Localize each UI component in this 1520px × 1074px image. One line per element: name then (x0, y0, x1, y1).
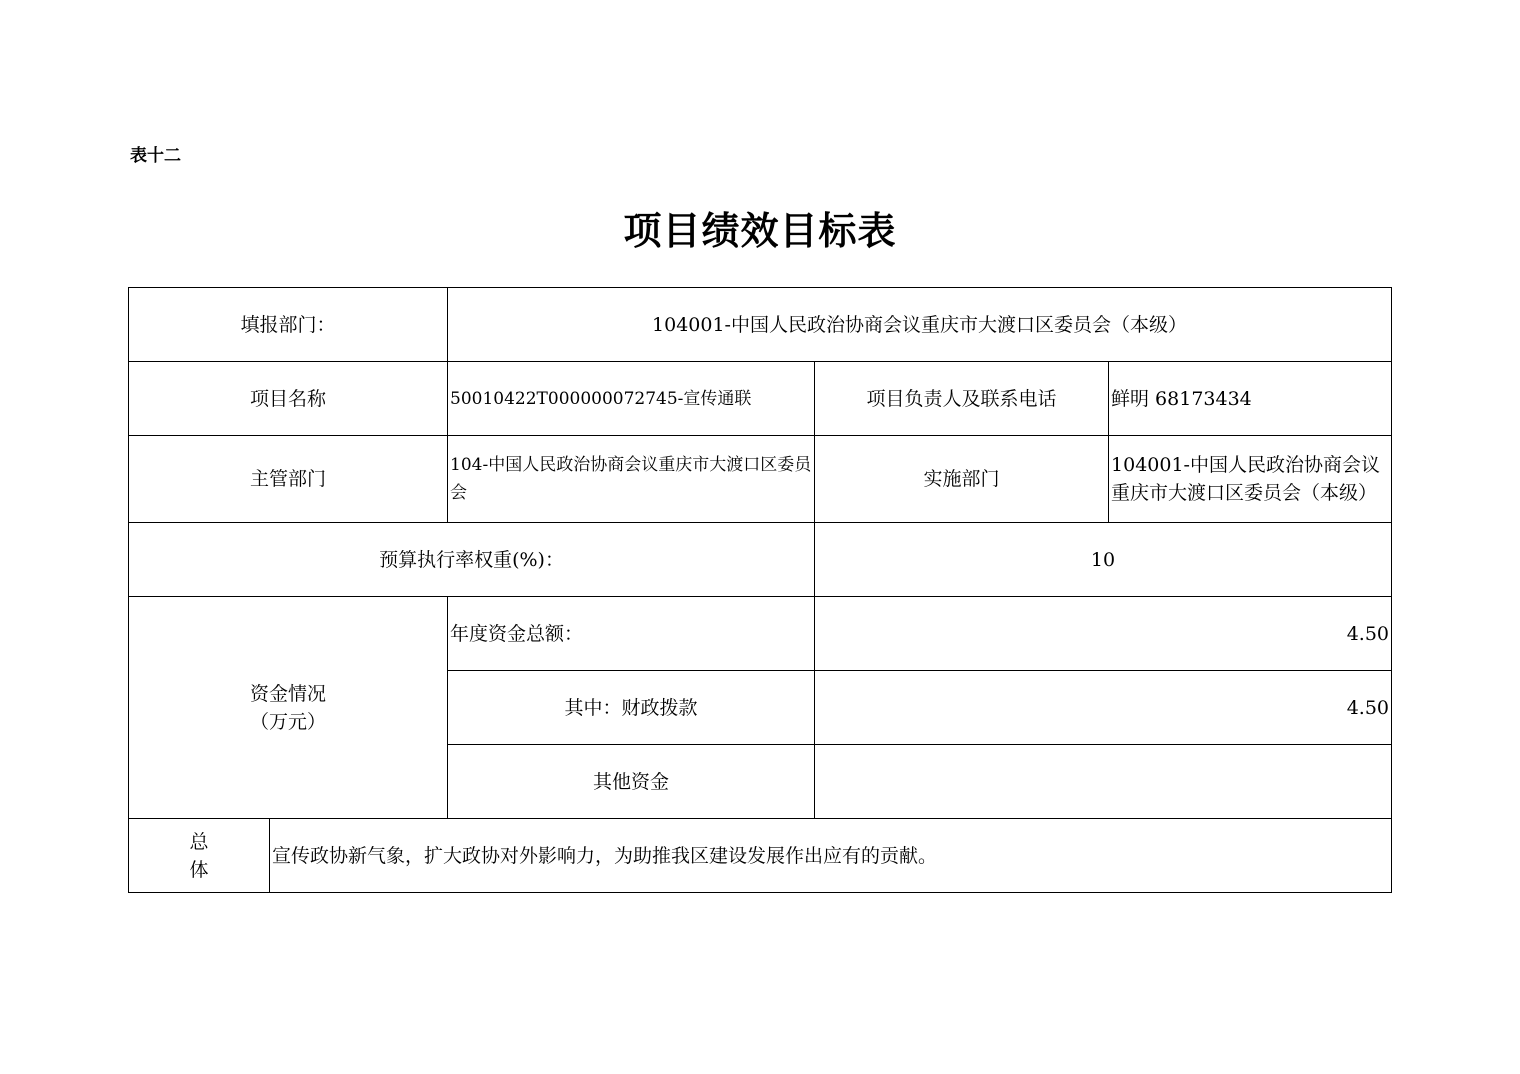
dept-label-cell: 填报部门： (129, 288, 448, 362)
other-funds-value-cell (815, 745, 1392, 819)
performance-target-table (128, 287, 1392, 893)
funds-label-line1: 资金情况 (250, 682, 327, 705)
project-name-label-cell: 项目名称 (129, 362, 448, 436)
annual-total-value-cell: 4.50 (815, 597, 1392, 671)
fiscal-label-cell: 其中：财政拨款 (448, 671, 815, 745)
overall-label-line2: 体 (189, 858, 209, 881)
project-name-value-cell: 50010422T000000072745-宣传通联 (448, 362, 815, 436)
table-row (129, 523, 1392, 597)
overall-goal-cell: 宣传政协新气象，扩大政协对外影响力，为助推我区建设发展作出应有的贡献。 (270, 819, 1392, 893)
funds-label-cell (129, 597, 448, 819)
other-funds-label-cell: 其他资金 (448, 745, 815, 819)
table-number-label: 表十二 (130, 146, 181, 166)
budget-weight-label-cell: 预算执行率权重(%)： (129, 523, 815, 597)
table-row (129, 597, 1392, 671)
table-row (129, 362, 1392, 436)
leader-value-cell: 鲜明 68173434 (1109, 362, 1392, 436)
table-row (129, 819, 1392, 893)
page-title: 项目绩效目标表 (623, 208, 897, 253)
overall-label-line1: 总 (189, 830, 209, 853)
annual-total-label-cell: 年度资金总额： (448, 597, 815, 671)
overall-label-cell (129, 819, 270, 893)
leader-label-cell: 项目负责人及联系电话 (815, 362, 1109, 436)
table-row (129, 436, 1392, 523)
competent-dept-label-cell: 主管部门 (129, 436, 448, 523)
fiscal-value-cell: 4.50 (815, 671, 1392, 745)
impl-dept-label-cell: 实施部门 (815, 436, 1109, 523)
impl-dept-value-cell: 104001-中国人民政治协商会议重庆市大渡口区委员会（本级） (1109, 436, 1392, 523)
budget-weight-value-cell: 10 (815, 523, 1392, 597)
competent-dept-value-cell: 104-中国人民政治协商会议重庆市大渡口区委员会 (448, 436, 815, 523)
dept-value-cell: 104001-中国人民政治协商会议重庆市大渡口区委员会（本级） (448, 288, 1392, 362)
table-row (129, 288, 1392, 362)
funds-label-line2: （万元） (250, 710, 327, 733)
